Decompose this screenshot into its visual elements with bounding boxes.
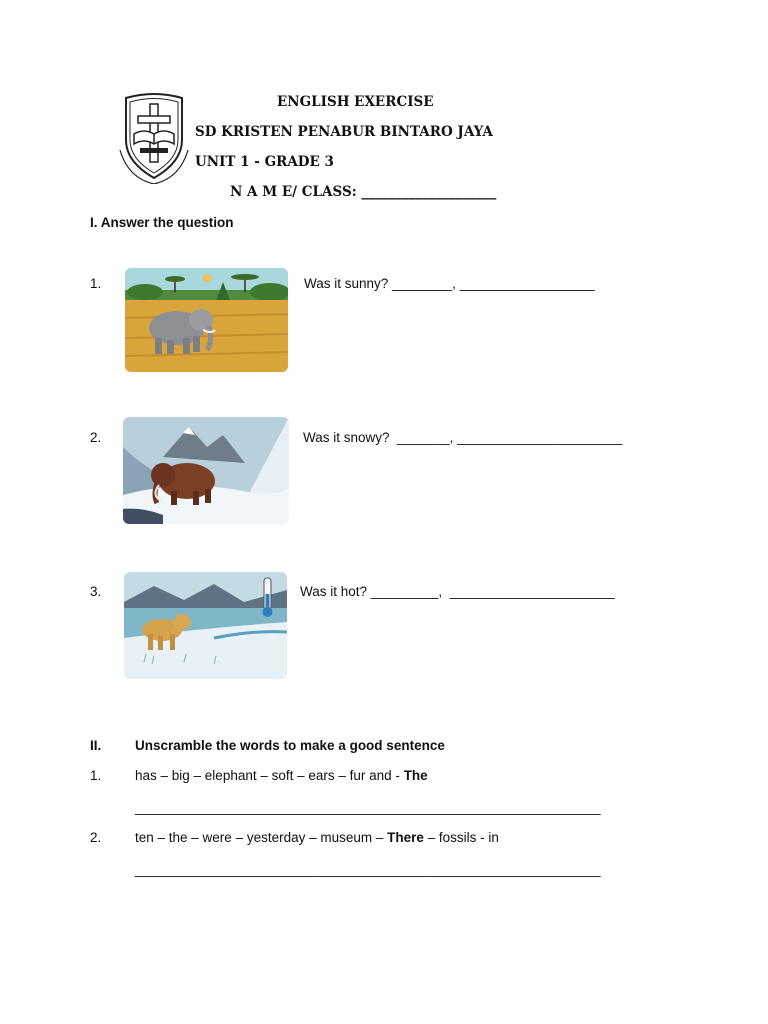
unscramble-1-answer-line: ______________________________________________________________ (135, 800, 601, 815)
section-1-heading: I. Answer the question (90, 215, 234, 230)
mammoth-snow-image (123, 417, 289, 524)
school-crest-icon (118, 92, 190, 184)
section-2-heading: Unscramble the words to make a good sentence (135, 738, 445, 753)
unscramble-2-words (135, 830, 499, 845)
elephant-savanna-image (125, 268, 288, 372)
document-title: ENGLISH EXERCISE (277, 94, 434, 110)
unscramble-1-number: 1. (90, 768, 102, 783)
unscramble-2-number: 2. (90, 830, 102, 845)
unscramble-1-bold-word: The (403, 768, 428, 783)
question-2-text: Was it snowy? _______, ______________________ (303, 430, 623, 445)
question-1-number: 1. (90, 276, 102, 291)
question-2-number: 2. (90, 430, 102, 445)
unscramble-2-bold-word: There (387, 830, 424, 845)
unscramble-1-text: has – big – elephant – soft – ears – fur and - (135, 768, 404, 783)
unit-grade: UNIT 1 - GRADE 3 (195, 154, 334, 170)
question-3-text: Was it hot? _________, ______________________ (300, 584, 615, 599)
unscramble-2-answer-line: ______________________________________________________________ (135, 862, 601, 877)
unscramble-2-text: ten – the – were – yesterday – museum – (135, 830, 388, 845)
sabertooth-ice-image (124, 572, 287, 679)
school-name: SD KRISTEN PENABUR BINTARO JAYA (195, 124, 493, 140)
name-class-field: N A M E/ CLASS: ____________________ (230, 184, 497, 200)
question-1-text: Was it sunny? ________, __________________ (304, 276, 595, 291)
unscramble-1-words (135, 768, 428, 783)
section-2-number: II. (90, 738, 102, 753)
question-3-number: 3. (90, 584, 102, 599)
unscramble-2-text-post: – fossils - in (423, 830, 499, 845)
